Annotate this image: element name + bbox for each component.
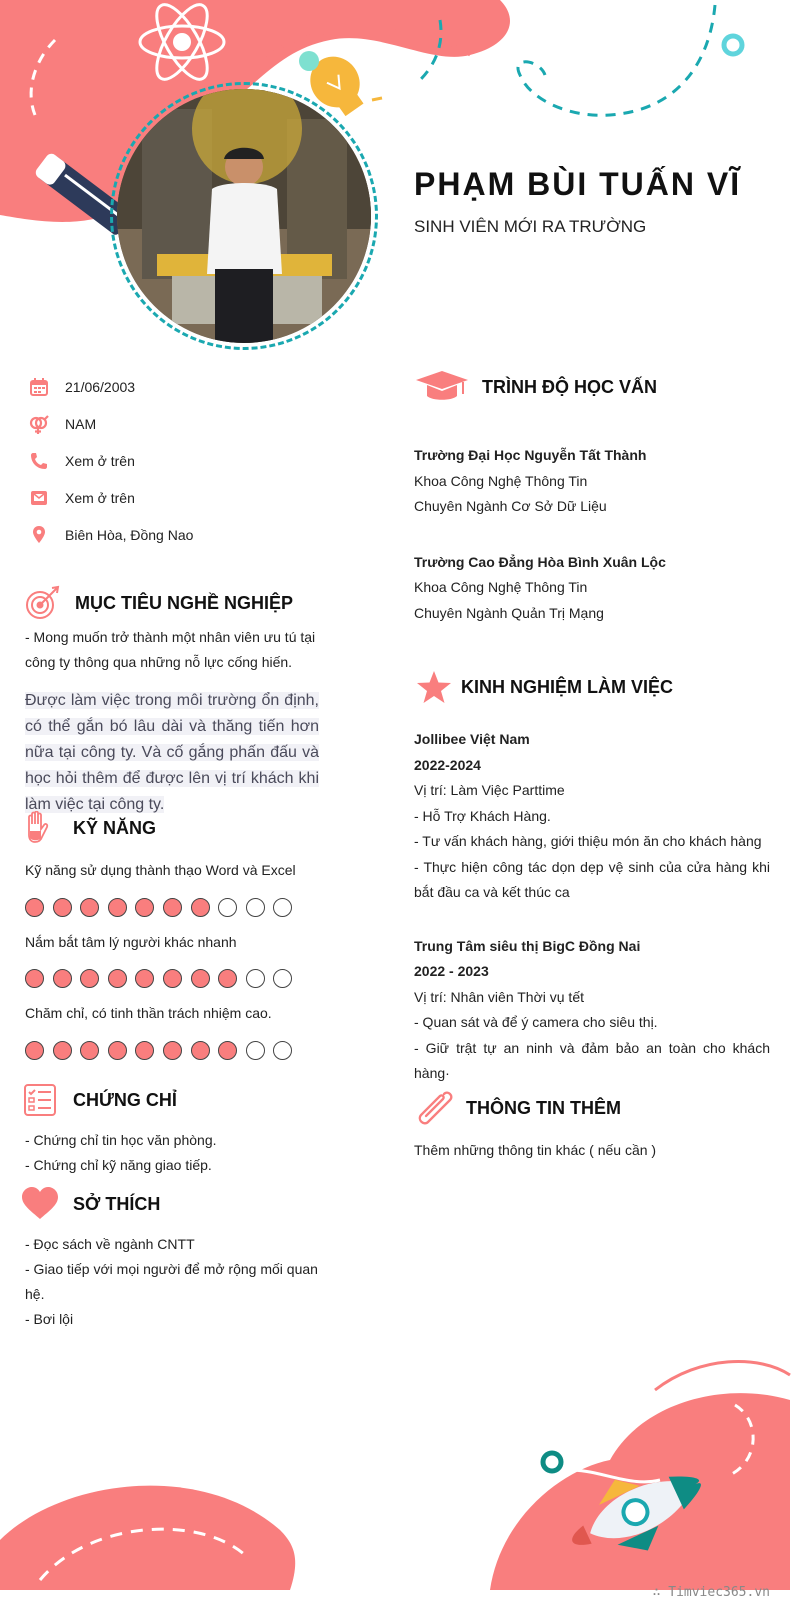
section-education-heading: [414, 367, 657, 407]
rating-dot-filled: [218, 1041, 237, 1060]
phone-icon: [28, 450, 50, 472]
list-item: - Chứng chỉ tin học văn phòng.: [25, 1132, 217, 1148]
list-item: - Bơi lội: [25, 1311, 74, 1327]
rating-dot-filled: [80, 898, 99, 917]
job-duty: - Hỗ Trợ Khách Hàng.: [414, 807, 551, 824]
job-duty: - Quan sát và để ý camera cho siêu thị.: [414, 1014, 658, 1030]
contact-email: [28, 484, 135, 512]
phone-text: Xem ở trên: [65, 453, 135, 469]
section-certificates-heading: [20, 1080, 177, 1120]
skill-label: Chăm chỉ, có tinh thần trách nhiệm cao.: [25, 1005, 272, 1021]
rating-dot-empty: [246, 1041, 265, 1060]
contact-address: [28, 521, 193, 549]
experience-title: KINH NGHIỆM LÀM VIỆC: [461, 676, 674, 697]
watermark: ∴ Timviec365.vn: [652, 1585, 770, 1600]
rating-dot-empty: [246, 969, 265, 988]
job-position: Vị trí: Làm Việc Parttime: [414, 782, 565, 798]
paperclip-icon: [414, 1088, 454, 1128]
additional-text: Thêm những thông tin khác ( nếu cần ): [414, 1142, 657, 1158]
rating-dot-filled: [191, 1041, 210, 1060]
skill-rating: [25, 898, 301, 917]
rating-dot-empty: [246, 898, 265, 917]
contact-birthday: [28, 373, 135, 401]
rating-dot-filled: [163, 1041, 182, 1060]
school-faculty: Khoa Công Nghệ Thông Tin: [414, 579, 588, 595]
certificates-list: [25, 1128, 319, 1178]
skill-rating: [25, 1041, 301, 1060]
rating-dot-filled: [191, 898, 210, 917]
rating-dot-filled: [25, 1041, 44, 1060]
additional-title: THÔNG TIN THÊM: [466, 1097, 621, 1118]
school-name: Trường Đại Học Nguyễn Tất Thành: [414, 447, 647, 463]
raised-hand-icon: [18, 808, 58, 848]
school-major: Chuyên Ngành Quản Trị Mạng: [414, 604, 604, 621]
heart-icon: [20, 1184, 60, 1224]
section-skills-heading: [18, 808, 156, 848]
job-duty: - Giữ trật tự an ninh và đảm bảo an toàn cho khách hàng·: [414, 1039, 770, 1081]
skill-rating: [25, 969, 301, 988]
list-item: - Chứng chỉ kỹ năng giao tiếp.: [25, 1157, 212, 1173]
objective-text-1: - Mong muốn trở thành một nhân viên ưu tú tại công ty thông qua những nỗ lực cống hiến.: [25, 629, 316, 670]
rating-dot-filled: [108, 969, 127, 988]
education-list: [414, 443, 770, 626]
company-name: Jollibee Việt Nam: [414, 731, 530, 747]
address-text: Biên Hòa, Đồng Nao: [65, 527, 194, 543]
rating-dot-filled: [108, 1041, 127, 1060]
list-item: - Đọc sách về ngành CNTT: [25, 1236, 195, 1252]
contact-gender: [28, 410, 96, 438]
footer-blob-decoration: [0, 1350, 800, 1609]
job-duty: - Tư vấn khách hàng, giới thiệu món ăn cho khách hàng: [414, 833, 762, 849]
target-icon: [22, 583, 62, 623]
objective-text-2: [25, 688, 319, 818]
section-objective-heading: [22, 583, 293, 623]
job-period: 2022 - 2023: [414, 963, 489, 979]
education-title: TRÌNH ĐỘ HỌC VẤN: [482, 376, 657, 397]
rating-dot-filled: [80, 1041, 99, 1060]
rating-dot-filled: [218, 969, 237, 988]
experience-list: [414, 727, 770, 1087]
graduation-cap-icon: [414, 367, 470, 407]
skill-label: Nắm bắt tâm lý người khác nhanh: [25, 934, 237, 950]
contact-phone: [28, 447, 135, 475]
rating-dot-empty: [273, 1041, 292, 1060]
list-item: - Giao tiếp với mọi người để mở rộng mối quan hệ.: [25, 1261, 318, 1302]
section-hobbies-heading: [20, 1184, 160, 1224]
hobbies-list: [25, 1232, 319, 1332]
objective-text-2-content: Được làm việc trong môi trường ổn định, có thể gắn bó lâu dài và thăng tiến hơn nữa tại công ty. Và cố gắng phấn đấu và học hỏi thêm để được lên vị trí khách khi làm việc tại công ty.: [25, 692, 319, 813]
company-name: Trung Tâm siêu thị BigC Đồng Nai: [414, 937, 641, 954]
rating-dot-filled: [135, 1041, 154, 1060]
email-text: Xem ở trên: [65, 490, 135, 506]
skills-title: KỸ NĂNG: [73, 817, 157, 838]
rating-dot-empty: [273, 969, 292, 988]
certificates-title: CHỨNG CHỈ: [73, 1089, 177, 1110]
candidate-name: PHẠM BÙI TUẤN VĨ: [414, 166, 742, 202]
rating-dot-filled: [135, 969, 154, 988]
skill-label: Kỹ năng sử dụng thành thạo Word và Excel: [25, 862, 296, 878]
calendar-icon: [28, 376, 50, 398]
rating-dot-filled: [53, 969, 72, 988]
school-major: Chuyên Ngành Cơ Sở Dữ Liệu: [414, 498, 607, 514]
gender-icon: [28, 413, 50, 435]
job-duty: - Thực hiện công tác dọn dẹp vệ sinh của cửa hàng khi bắt đầu ca và kết thúc ca: [414, 858, 770, 900]
rating-dot-filled: [108, 898, 127, 917]
hobbies-title: SỞ THÍCH: [73, 1193, 161, 1214]
location-pin-icon: [28, 524, 50, 546]
profile-photo-placeholder: [117, 89, 371, 343]
rating-dot-empty: [273, 898, 292, 917]
rating-dot-filled: [25, 969, 44, 988]
rating-dot-filled: [53, 1041, 72, 1060]
star-icon: [414, 667, 454, 707]
avatar: [117, 89, 371, 343]
rating-dot-filled: [80, 969, 99, 988]
school-name: Trường Cao Đẳng Hòa Bình Xuân Lộc: [414, 553, 666, 570]
rating-dot-empty: [218, 898, 237, 917]
gender-text: NAM: [65, 416, 97, 432]
rating-dot-filled: [191, 969, 210, 988]
email-icon: [28, 487, 50, 509]
section-experience-heading: [414, 667, 673, 707]
rating-dot-filled: [135, 898, 154, 917]
rating-dot-filled: [163, 898, 182, 917]
rating-dot-filled: [25, 898, 44, 917]
rating-dot-filled: [53, 898, 72, 917]
objective-title: MỤC TIÊU NGHỀ NGHIỆP: [75, 592, 294, 613]
checklist-icon: [20, 1080, 60, 1120]
rating-dot-filled: [163, 969, 182, 988]
candidate-role: SINH VIÊN MỚI RA TRƯỜNG: [414, 217, 647, 236]
school-faculty: Khoa Công Nghệ Thông Tin: [414, 472, 588, 489]
job-position: Vị trí: Nhân viên Thời vụ tết: [414, 988, 584, 1005]
job-period: 2022-2024: [414, 756, 481, 773]
section-additional-heading: [414, 1088, 621, 1128]
birthday-text: 21/06/2003: [65, 379, 136, 395]
